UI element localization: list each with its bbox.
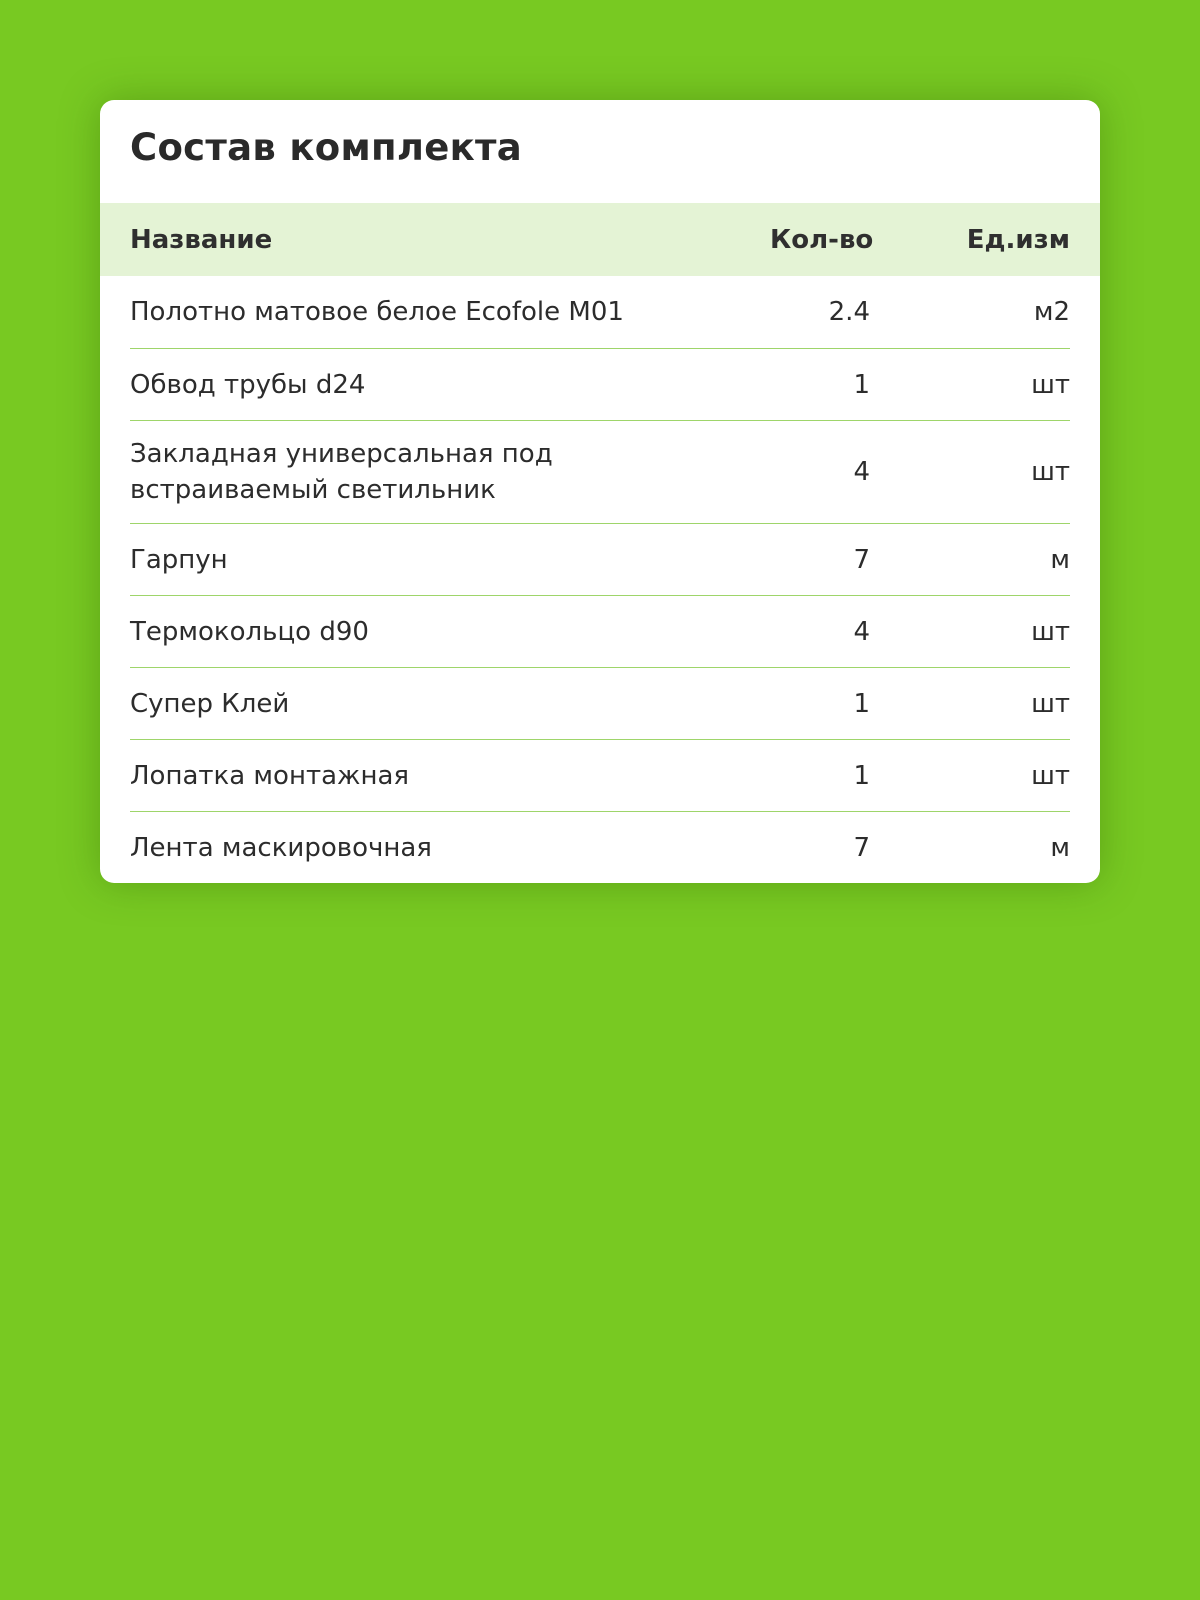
row-qty: 7 [853, 832, 870, 863]
row-name: Супер Клей [130, 688, 290, 719]
row-qty: 1 [853, 688, 870, 719]
row-qty: 4 [853, 616, 870, 647]
table-row [130, 811, 1070, 883]
row-qty: 2.4 [828, 297, 870, 327]
table-row [130, 348, 1070, 420]
card-title: Состав комплекта [130, 126, 523, 169]
row-name: Закладная универсальная под встраиваемый светильник [130, 439, 553, 505]
row-unit: м [1050, 544, 1070, 575]
row-qty: 1 [853, 369, 870, 400]
row-name: Термокольцо d90 [130, 616, 369, 647]
row-name: Лента маскировочная [130, 832, 432, 863]
header-qty: Кол-во [770, 224, 874, 255]
row-name: Лопатка монтажная [130, 760, 410, 791]
row-unit: шт [1031, 369, 1070, 400]
table-row [130, 739, 1070, 811]
row-unit: м2 [1033, 297, 1070, 327]
row-name: Гарпун [130, 544, 228, 575]
row-unit: шт [1031, 760, 1070, 791]
row-unit: шт [1031, 688, 1070, 719]
table-body [100, 276, 1100, 883]
row-name: Полотно матовое белое Ecofole M01 [130, 297, 624, 327]
table-row [130, 595, 1070, 667]
row-name: Обвод трубы d24 [130, 369, 366, 400]
row-qty: 1 [853, 760, 870, 791]
row-unit: м [1050, 832, 1070, 863]
header-unit: Ед.изм [966, 224, 1070, 255]
table-row [130, 523, 1070, 595]
row-qty: 4 [853, 457, 870, 487]
table-row [130, 276, 1070, 348]
row-unit: шт [1031, 457, 1070, 487]
header-name: Название [130, 224, 273, 255]
table-row [130, 667, 1070, 739]
kit-contents-card [100, 100, 1100, 883]
table-header [100, 203, 1100, 276]
table-row [130, 420, 1070, 523]
row-qty: 7 [853, 544, 870, 575]
row-unit: шт [1031, 616, 1070, 647]
